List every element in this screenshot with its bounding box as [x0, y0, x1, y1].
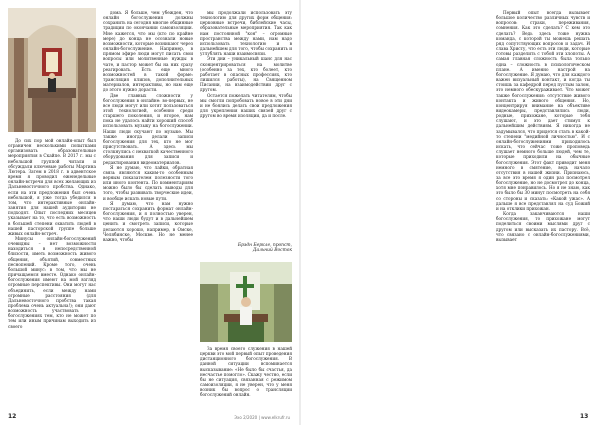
left-column-3 — [200, 10, 292, 242]
page-footer: Эхо 2/2020 | www.elkrufr.ru — [234, 415, 290, 420]
left-col2-para-1: дома. Я больше, чем убежден, что онлайн богослужения должны сохранить на сегодня многие общинные традиции по окончании самоизоляции. Мне кажется, что мы (кто по крайне мере) до конца не осознали новые возможности, которые возникают через онлайн-богослужение. Например, в прямом эфире люди могут писать свои вопросы или молитвенные нужды в чате, и пастор может бы на них сразу реагировать. Есть еще много возможностей в такой форме: трансляция клипов, дополнительных материалов, интерактивы, но нам еще до этого нужно дорасти. — [103, 10, 193, 93]
author-name: Брэдн Беркле, пропст, — [237, 243, 292, 248]
left-col3-para-2: Эти дни – уникальный шанс для нас сконцентрироваться на молитве (особенно за тех, кто болеет, кто работает в опасных профессиях, кто лишился работы), на Священном Писании, на взаимодействии друг с другом. — [200, 56, 292, 93]
left-col2-para-2: Две главных сложности у богослужения в онлайне: во-первых, не все люди могут или хотят пользоваться этой технологией, особенно среди старшего поколения, и второе, нам пока не удалось найти хороший способ использовать музыку на богослужении. Наши люди скучают по музыке. Мы также иногда делали записи богослужения для тех, кто не мог присутствовать. А здесь мы столкнулись с нехваткой качественного оборудования для записи и редактирования видеоматериалов. — [103, 92, 193, 165]
author-region: Дальний Восток — [252, 248, 292, 254]
right-col1-para-2: Когда заканчиваются наши богослужения, то прихожане могут поделиться своими мыслями друг с другом или высказать их пастору. Всё, что связано с онлайн-богослужениями, вызывает — [496, 211, 590, 242]
left-col3-para-1: мы продолжали использовать эту технологию для других форм общения: церковные встречи, библейские часы, образовательные мероприятия. Так как нам постоянной "кон" – огромные пространства между нами, нам надо использовать технологию и в дальнейшем для того, чтобы сохранить и углублять наши взаимосвязи. — [200, 10, 292, 57]
page-gutter — [299, 0, 301, 425]
author-caption — [200, 243, 292, 254]
left-col1-para-1: До сих пор мой онлайн-опыт был ограничен несколькими попытками организовать образовательные мероприятия в Скайпе. В 2017 г. мы с небольшой группой читали и обсуждали ключевые работы Мартина Лютера. Затем в 2018 г. в адвентское время я проводил еженедельные онлайн-встречи для всех желающих из Дальневосточного пробства. Однако, если на эти предложения был очень небольшой, я уже тогда убедился в том, что интерактивные онлайн-занятия для нашей аудитории не подходят. Опыт последних месяцев указывает на то, что есть возможность в большей степени охватить людей в нашей пасторской группе больше живых онлайн-встреч. — [8, 138, 96, 236]
left-col3-para-3: Остается пожелать читателям, чтобы мы смогли попробовать новое в эти дни и не боялись делать свои предложения для укрепления наших связей друг с другом во время изоляции, да и после. — [200, 92, 292, 119]
church-interior-photo — [8, 8, 96, 132]
left-column-1 — [8, 138, 96, 410]
page-number-left: 12 — [8, 413, 17, 420]
left-column-2 — [103, 10, 193, 410]
left-col2-para-3: Я не думаю, что лайки, обратная связь являются каким-то особенным верным показателем полезности того или иного контента. По комментариям можно было бы сделать выводы для того, чтобы развивать творческие идеи, и вообще искать новые пути. — [103, 164, 193, 201]
pastor-altar-photo — [200, 262, 292, 342]
left-col2-para-4: Я думаю, что нам нужно постараться сохранить формат онлайн-богослужения, и я полностью уверен, что наши люди будут и в дальнейшем ценить и смотреть записи, которые делаются хорошо, например, в Омске, Челябинске, Москве. Но не менее важно, чтобы — [103, 200, 193, 242]
page-number-right: 13 — [580, 413, 589, 420]
left-column-3-bottom — [200, 346, 292, 410]
right-col1-para-1: Первый опыт всегда вызывает большое количество различных чувств и вопросов: страхи, переживания, сомнения. Как это сделать? С кем это сделать? Ведь здесь тоже нужна команда, с которой ты можешь решать ряд сопутствующих вопросов и задач. И слава Христу, что есть эти люди, которые готовы разделить с тобой эти хлопоты. А самая главная сложность была только одна – сложность в психологическом плане. А именно настрой на богослужение. Я думаю, что для каждого важен визуальный контакт, и когда ты стоишь за кафедрой перед пустым залом, это немного обескураживает. Что может также богослужения: отсутствие живого контакта и живого общения. Но, концентрируя внимание на объективе видеокамеры, представлялись люди, родные, прихожане, которые тебя слушают, и это дает стимул к дальнейшим действиям. Я никогда не задумывался, что придется стать в какой-то степени "медийной личностью". И с онлайн-богослужениями приходилось искать, что сейчас тоже проповедь слушает немного больше людей, чем те, которые приходили на обычные богослужения. Этот факт приводит меня немного в смятение, ведь начало отсутствия в нашей жизни. Признаюсь, за все это время я один раз посмотрел богослужение, но не досмотрел до конца, хотя мне понравилось. Но я не знаю, как это было бы 30 минут посмотреть на себя со стороны и сказать: «Какой ужас». А дальше я все представлял на суд Божий и на отклики прихожан. — [496, 10, 590, 211]
left-col1-para-2: Минусы онлайн-богослужений очевидны – нет возможности находиться в непосредственной близости, иметь возможность живого общения, объятий, совместных песнопений. Кроме того, очень большой минус: в том, что мы не причащаемся вместе. Однако онлайн-богослужения имеют на мой взгляд огромные перспективы. Они могут нас объединить, если между нами огромные расстояния (для Дальневосточного пробства такая проблема очень актуальна!); они дают возможность участвовать в богослужениях тем, кто не может по тем или иным причинам выходить из своего — [8, 235, 96, 329]
right-column-1 — [496, 10, 590, 410]
left-col3-bottom-para: За время своего служения в нашей церкви это мой первый опыт проведения дистанционного богослужения. В данной ситуации вспоминается высказывание: «Не было бы счастья, да несчастье помогло». Скажу честно, если бы не ситуация, связанная с режимом самоизоляции, я не уверен, что у меня возник бы вопрос о трансляции богослужений онлайн. — [200, 346, 292, 398]
